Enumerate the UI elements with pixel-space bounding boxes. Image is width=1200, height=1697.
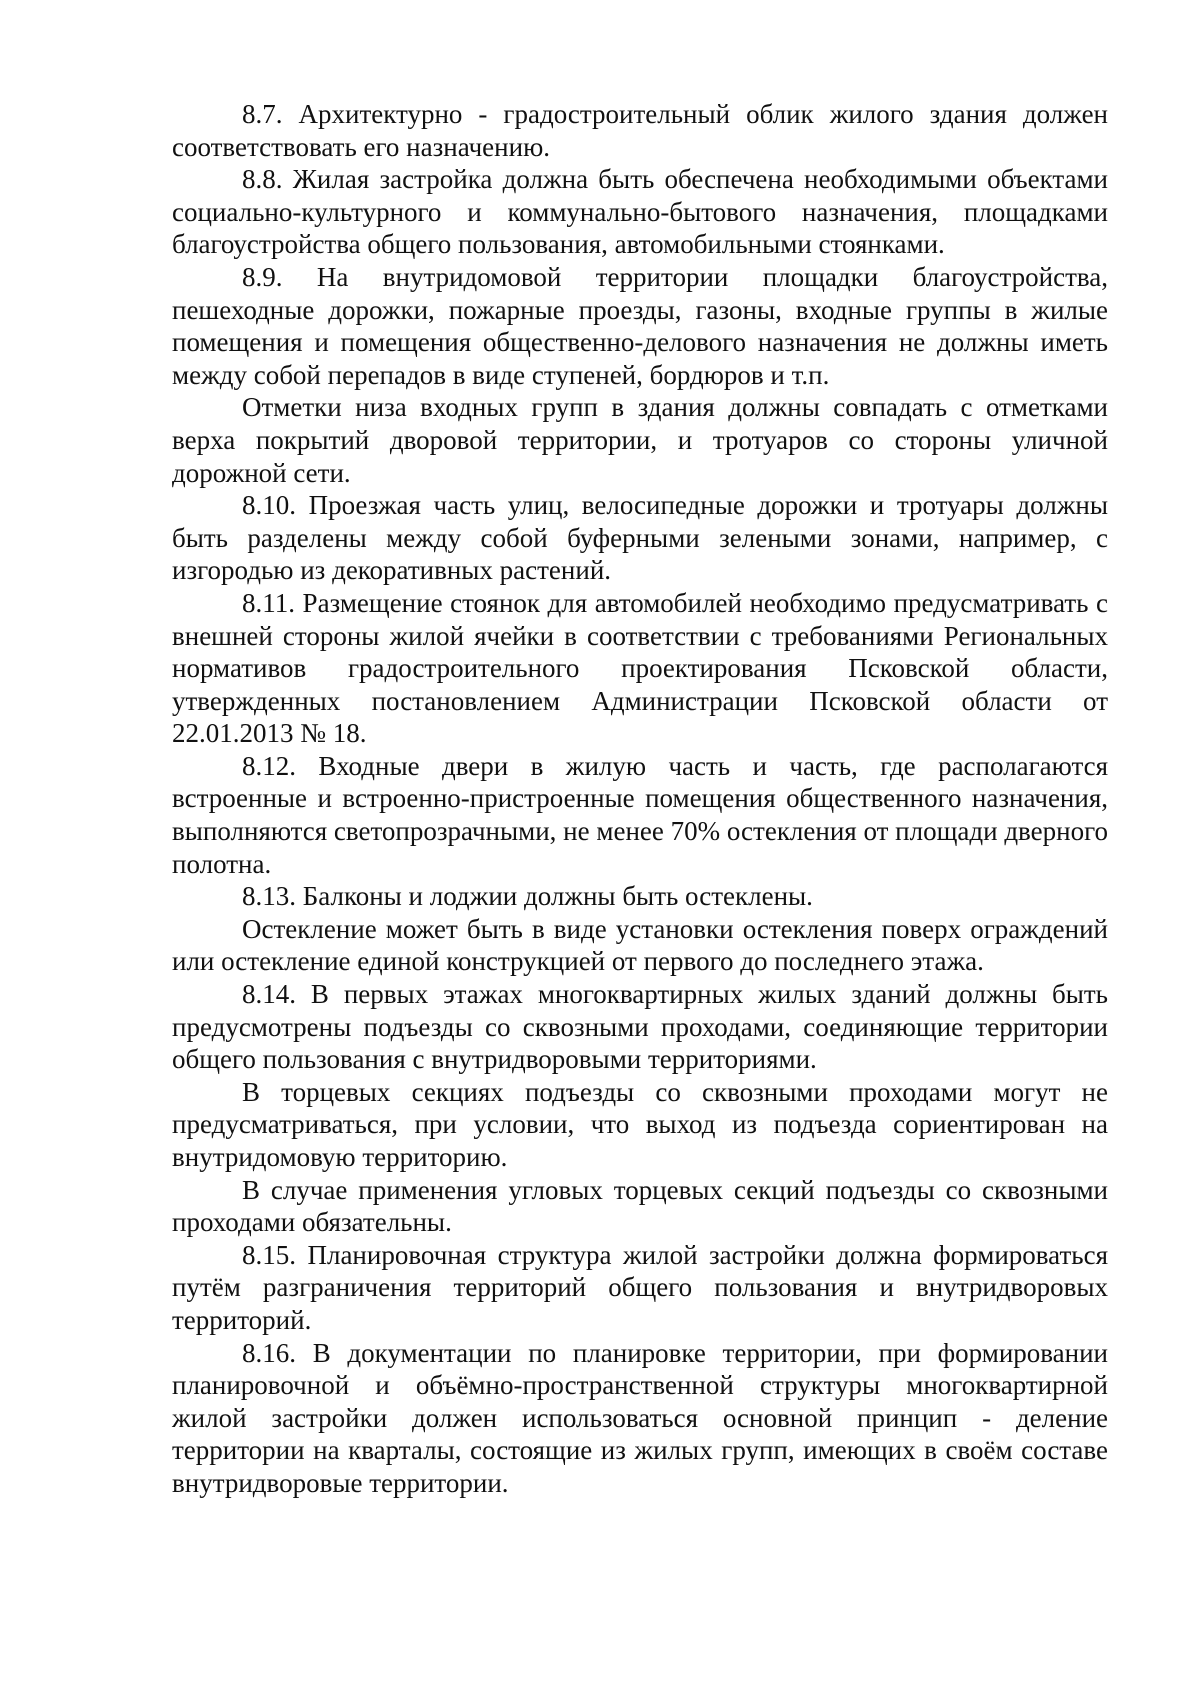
paragraph-8-14-end-sections: В торцевых секциях подъезды со сквозными проходами могут не предусматриваться, при условии, что выход из подъезда сориентирован на внутридомовую территорию. <box>172 1076 1108 1172</box>
paragraph-8-11: 8.11. Размещение стоянок для автомобилей необходимо предусматривать с внешней стороны жилой ячейки в соответствии с требованиями Региональных нормативов градостроительного проектирования Псковской области, утвержденных постановлением Администрации Псковской области от 22.01.2013 № 18. <box>172 587 1108 749</box>
paragraph-8-13-glazing: Остекление может быть в виде установки остекления поверх ограждений или остекление единой конструкцией от первого до последнего этажа. <box>172 913 1108 977</box>
paragraph-8-8: 8.8. Жилая застройка должна быть обеспечена необходимыми объектами социально-культурного и коммунально-бытового назначения, площадками благоустройства общего пользования, автомобильными стоянками. <box>172 164 1108 260</box>
paragraph-8-15: 8.15. Планировочная структура жилой застройки должна формироваться путём разграничения территорий общего пользования и внутридворовых территорий. <box>172 1239 1108 1335</box>
paragraph-8-14-corner-sections: В случае применения угловых торцевых секций подъезды со сквозными проходами обязательны. <box>172 1174 1108 1238</box>
paragraph-8-7: 8.7. Архитектурно - градостроительный облик жилого здания должен соответствовать его назначению. <box>172 99 1108 162</box>
paragraph-8-9: 8.9. На внутридомовой территории площадки благоустройства, пешеходные дорожки, пожарные проезды, газоны, входные группы в жилые помещения и помещения общественно-делового назначения не должны иметь между собой перепадов в виде ступеней, бордюров и т.п. <box>172 261 1108 390</box>
paragraph-8-12: 8.12. Входные двери в жилую часть и часть, где располагаются встроенные и встроенно-пристроенные помещения общественного назначения, выполняются светопрозрачными, не менее 70% остекления от площади дверного полотна. <box>172 750 1108 879</box>
paragraph-8-16: 8.16. В документации по планировке территории, при формировании планировочной и объёмно-пространственной структуры многоквартирной жилой застройки должен использоваться основной принцип - деление территории на кварталы, состоящие из жилых групп, имеющих в своём составе внутридворовые территории. <box>172 1337 1108 1498</box>
paragraph-8-9-entrance-levels: Отметки низа входных групп в здания должны совпадать с отметками верха покрытий дворовой территории, и тротуаров со стороны уличной дорожной сети. <box>172 392 1108 488</box>
paragraph-8-10: 8.10. Проезжая часть улиц, велосипедные дорожки и тротуары должны быть разделены между собой буферными зелеными зонами, например, с изгородью из декоративных растений. <box>172 490 1108 586</box>
paragraph-8-14: 8.14. В первых этажах многоквартирных жилых зданий должны быть предусмотрены подъезды со сквозными проходами, соединяющие территории общего пользования с внутридворовыми территориями. <box>172 979 1108 1075</box>
paragraph-8-13: 8.13. Балконы и лоджии должны быть остеклены. <box>242 881 813 912</box>
document-body <box>172 98 1108 1500</box>
